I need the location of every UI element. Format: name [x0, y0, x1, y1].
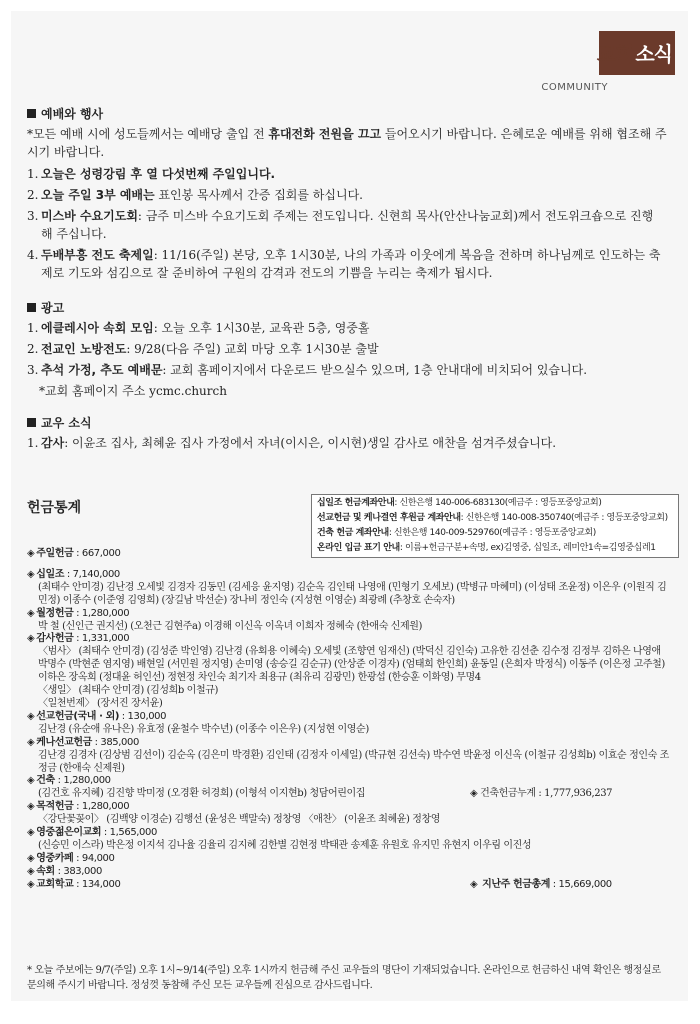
- diamond-bullet-icon: ◈: [27, 710, 35, 722]
- title-part-2: 소식: [635, 42, 672, 66]
- homepage-note: *교회 홈페이지 주소 ycmc.church: [39, 384, 227, 398]
- diamond-bullet-icon: ◈: [27, 775, 35, 787]
- offering-monthly: ◈ 월정헌금 : 1,280,000: [27, 607, 130, 619]
- ad-item: 2. 전교인 노방전도: 9/28(다음 주일) 교회 마당 오후 1시30분 출발: [27, 342, 379, 356]
- diamond-bullet-icon: ◈: [27, 878, 35, 890]
- section-subtitle: COMMUNITY: [541, 82, 608, 93]
- member-item: 1. 감사: 이윤조 집사, 최혜윤 집사 가정에서 자녀(이시은, 이시현)생일 감사로 애찬을 섬겨주셨습니다.: [27, 436, 557, 450]
- diamond-bullet-icon: ◈: [27, 801, 35, 813]
- mission-names: 김난경 (유순애 유나은) 유효정 (윤철수 박수년) (이종수 이은우) (지성현 이영순): [38, 723, 369, 735]
- footnote: * 오늘 주보에는 9/7(주일) 오후 1시~9/14(주일) 오후 1시까지 헌금해 주신 교우들의 명단이 기재되었습니다. 온라인으로 헌금하신 내역 확인은 행정실로 문의해 주시기 바랍니다. 정성껏 동참해 주신 모든 교우들께 진심으로 감사드립니다.: [27, 965, 661, 991]
- offering-building: ◈ 건축 : 1,280,000: [27, 775, 111, 787]
- offering-cell: ◈ 속회 : 383,000: [27, 865, 102, 877]
- offering-thanks: ◈ 감사헌금 : 1,331,000: [27, 633, 130, 645]
- account-line: 건축 헌금 계좌안내: 신한은행 140-009-529760(예금주 : 영등포중앙교회): [317, 528, 596, 538]
- worship-item: 1. 오늘은 성령강림 후 열 다섯번째 주일입니다.: [27, 167, 276, 181]
- account-line: 온라인 입금 표기 안내: 이름+헌금구분+속명, ex)김영중, 십일조, 레미안1속=김영중십레1: [317, 543, 656, 553]
- ad-item: 3. 추석 가정, 추도 예배문: 교회 홈페이지에서 다운로드 받으실수 있으며, 1층 안내대에 비치되어 있습니다.: [27, 363, 588, 377]
- worship-list: [27, 165, 667, 282]
- birthday-names: 〈생일〉 (최태수 안미경) (김성희b 이철규): [38, 685, 218, 697]
- youth-names: (신승민 이스라) 박은정 이지석 김나율 김율리 김지혜 김한별 김현정 박태관 송제훈 유원호 유지민 유현지 이우림 이진성: [38, 839, 532, 851]
- offering-tithe: ◈ 십일조 : 7,140,000: [27, 568, 120, 580]
- offering-goal: ◈ 목적헌금 : 1,280,000: [27, 801, 130, 813]
- diamond-bullet-icon: ◈: [470, 788, 481, 800]
- offering-title: 헌금통계: [27, 500, 82, 516]
- offering-youth: ◈ 영중젊은이교회 : 1,565,000: [27, 827, 157, 839]
- worship-intro: *모든 예배 시에 성도들께서는 예배당 출입 전 휴대전화 전원을 끄고 들어오시기 바랍니다. 은혜로운 예배를 위해 협조해 주시기 바랍니다.: [27, 127, 667, 159]
- thanks-names: 〈범사〉 (최태수 안미경) (김성준 박인영) 김난경 (유회용 이혜숙) 오세빛 (조향연 임재신) (박덕신 김인숙) 고유한 김선춘 김수정 김정부 김하은 나영애 박명수 (박현준 염지영) 배현일 (서민원 정지영) 손미영 (송승길 김순규) (안상준 이경자) (엄태희 한인희) 윤동일 (은희자 박정식) 이동주 (이은정 고주철) 이하은 장옥희 (정대윤 허인선) 정현정 차인숙 최기자 최용규 (최유리 김광민) 한광섭 (한승훈 이화영) 무명4: [38, 646, 665, 684]
- building-names: (김건호 유지혜) 김진향 박미정 (오경환 허경희) (이형석 이지현b) 청담어린이집: [38, 788, 366, 800]
- offering-mission: ◈ 선교헌금(국내 · 외) : 130,000: [27, 710, 167, 722]
- title-part-1: 교회: [596, 42, 634, 66]
- diamond-bullet-icon: ◈: [27, 827, 35, 839]
- offering-list: [27, 548, 672, 892]
- worship-item: 4. 두배부흥 전도 축제일: 11/16(주일) 본당, 오후 1시30분, 나의 가족과 이웃에게 복음을 전하며 하나님께로 인도하는 축제로 기도와 섬김으로 잘 준비하여 구원의 감격과 전도의 기쁨을 누리는 축제가 됩시다.: [27, 248, 661, 280]
- building-total: ◈ 건축헌금누계 : 1,777,936,237: [470, 788, 613, 800]
- building-row: [27, 788, 672, 801]
- offering-kena: ◈ 케나선교헌금 : 385,000: [27, 736, 139, 748]
- once-names: 〈일천번제〉 (장서진 장서윤): [38, 697, 163, 709]
- worship-item: 2. 오늘 주일 3부 예배는 표인봉 목사께서 간증 집회를 하십니다.: [27, 188, 363, 202]
- members-list: [27, 434, 667, 452]
- diamond-bullet-icon: ◈: [27, 736, 35, 748]
- worship-item: 3. 미스바 수요기도회: 금주 미스바 수요기도회 주제는 전도입니다. 신현희 목사(안산나눔교회)께서 전도위크숍으로 진행 해 주십니다.: [27, 209, 654, 241]
- section-title: [593, 38, 672, 67]
- diamond-bullet-icon: ◈: [470, 878, 481, 890]
- news-content: [27, 105, 667, 455]
- offering-school: ◈ 교회학교 : 134,000 ◈ 지난주 헌금총계 : 15,669,000: [27, 878, 612, 890]
- kena-names: 김난경 김경자 (김상범 김선이) 김순옥 (김은미 박경환) 김인태 (김정자 이세일) (박규현 김선숙) 박수연 박윤정 이신옥 (이철규 김성희b) 이효순 정인숙 조정금 (한애숙 신제원): [38, 749, 669, 774]
- offering-main: ◈ 주일헌금 : 667,000: [27, 548, 121, 559]
- members-heading: 교우 소식: [27, 414, 667, 432]
- offering-cafe: ◈ 영중카페 : 94,000: [27, 852, 115, 864]
- ads-list: [27, 319, 667, 379]
- square-bullet-icon: [27, 109, 36, 118]
- worship-heading: 예배와 행사: [27, 105, 667, 123]
- goal-names: 〈강단꽃꽂이〉 (김백양 이경순) 김행선 (윤성은 백말숙) 정창영 〈애찬〉 (이윤조 최혜윤) 정창영: [38, 814, 441, 826]
- weekly-total: ◈ 지난주 헌금총계 : 15,669,000: [470, 878, 612, 890]
- diamond-bullet-icon: ◈: [27, 548, 35, 559]
- diamond-bullet-icon: ◈: [27, 607, 35, 619]
- tithe-names: (최태수 안미경) 김난경 오세빛 김경자 김동민 (김세응 윤지영) 김순옥 김인태 나영애 (민형기 오세보) (박병규 마혜미) (이성태 조윤정) 이은우 (이원직 김민정) 이종수 (이준영 김영희) (장길남 박선순) 장나비 정인숙 (지성현 이영순) 최광례 (추창호 손숙자): [38, 581, 667, 606]
- diamond-bullet-icon: ◈: [27, 633, 35, 645]
- diamond-bullet-icon: ◈: [27, 865, 35, 877]
- square-bullet-icon: [27, 303, 36, 312]
- diamond-bullet-icon: ◈: [27, 852, 35, 864]
- diamond-bullet-icon: ◈: [27, 568, 35, 580]
- monthly-names: 박 철 (신인근 권지선) (오천근 김현주a) 이경해 이신옥 이옥녀 이희자 정혜숙 (한애숙 신제원): [38, 620, 423, 632]
- account-line: 선교헌금 및 케나결연 후원금 계좌안내: 신한은행 140-008-350740(예금주 : 영등포중앙교회): [317, 513, 668, 523]
- ads-heading: 광고: [27, 299, 667, 317]
- ad-item: 1. 에클레시아 속회 모임: 오늘 오후 1시30분, 교육관 5층, 영중홀: [27, 321, 370, 335]
- account-line: 십일조 헌금계좌안내: 신한은행 140-006-683130(예금주 : 영등포중앙교회): [317, 498, 602, 508]
- square-bullet-icon: [27, 418, 36, 427]
